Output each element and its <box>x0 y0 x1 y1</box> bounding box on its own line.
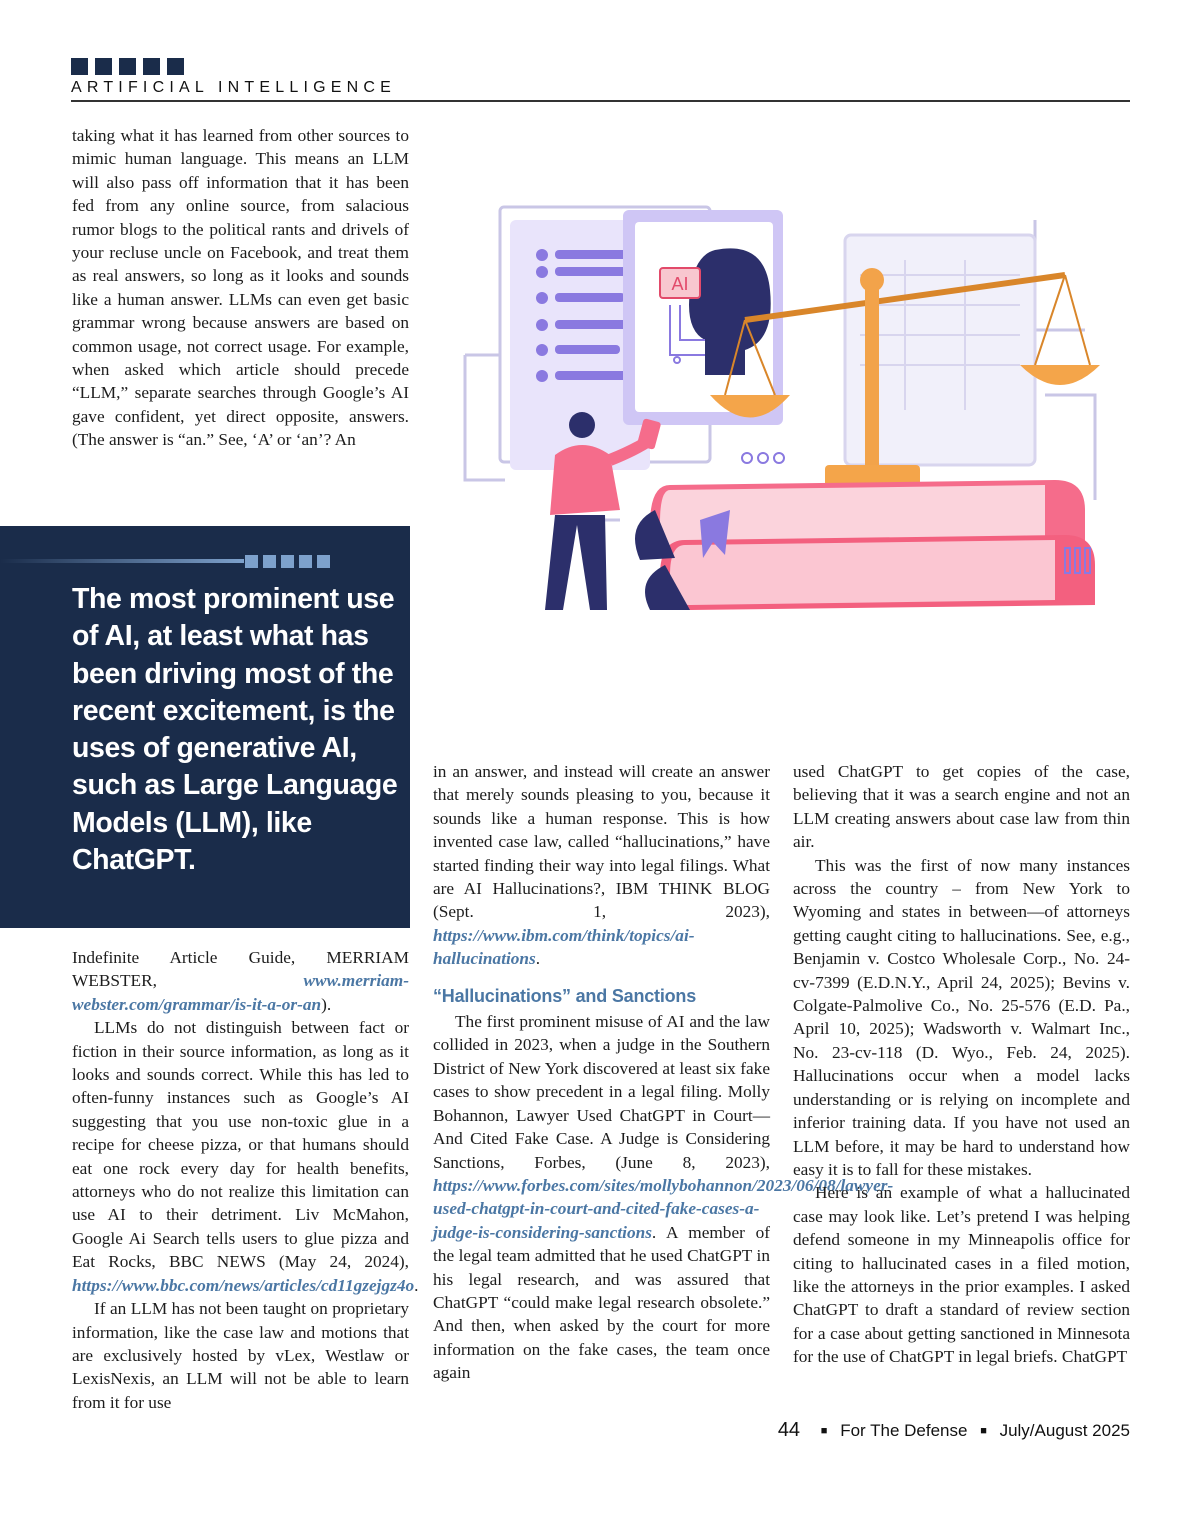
pull-quote-box <box>0 526 410 928</box>
pull-quote-text: The most prominent use of AI, at least what has been driving most of the recent excitement, is the uses of generative AI, such as Large Language Models (LLM), like ChatGPT. <box>72 583 398 877</box>
issue-date: July/August 2025 <box>999 1421 1130 1440</box>
column-3 <box>793 760 1130 1369</box>
paragraph: Here is an example of what a hallucinated case may look like. Let’s pretend I was helping defend someone in my Minneapolis office for citing to hallucinated cases in a filed motion, like the attorneys in the prior examples. I asked ChatGPT to draft a standard of review section for a case about getting sanctioned in Minnesota for the use of ChatGPT in legal briefs. ChatGPT <box>793 1183 1130 1367</box>
footer-separator: ■ <box>820 1425 828 1437</box>
paragraph <box>72 1016 419 1297</box>
paragraph: If an LLM has not been taught on proprietary information, like the case law and motions that are exclusively hosted by vLex, Westlaw or LexisNexis, an LLM will not be able to learn from it for use <box>72 1299 409 1412</box>
bbc-link[interactable]: https://www.bbc.com/news/articles/cd11gzejgz4o <box>72 1275 415 1295</box>
ai-justice-scales-illustration <box>445 180 1130 630</box>
section-marker-squares <box>71 58 184 75</box>
column-1-top <box>72 124 409 452</box>
footer-separator: ■ <box>980 1425 987 1437</box>
paragraph-text: . <box>535 949 541 969</box>
column-2 <box>433 760 894 1385</box>
forbes-link[interactable]: https://www.forbes.com/sites/mollybohannon/2023/06/08/lawyer-used-chatgpt-in-court-and-cited-fake-cases-a-judge-is-considering-sanctions <box>433 1175 894 1242</box>
paragraph-text: . A member of the legal team admitted that he used ChatGPT in his legal research, and was assured that ChatGPT “could make legal research obsolete.” And then, when asked by the court for more information on the fake cases, the team once again <box>433 1222 770 1383</box>
pull-quote-accent-bar <box>0 559 244 563</box>
publication-name: For The Defense <box>840 1421 968 1440</box>
page-footer <box>778 1419 1130 1442</box>
subheading: “Hallucinations” and Sanctions <box>433 985 697 1006</box>
paragraph: taking what it has learned from other sources to mimic human language. This means an LLM will also pass off information that it has been fed from any online source, from salacious rumor blogs to the political rants and drivels of your recluse uncle on Facebook, and treat them as real answers, so long as it looks and sounds like a human answer. LLMs can even get basic grammar wrong because answers are based on common usage, not correct usage. For example, when asked which article should precede “LLM,” separate searches through Google’s AI gave confident, yet direct opposite, answers. (The answer is “an.” See, ‘A’ or ‘an’? An <box>72 126 409 450</box>
paragraph <box>72 946 409 1016</box>
merriam-webster-link[interactable]: www.merriam-webster.com/grammar/is-it-a-or-an <box>72 971 409 1014</box>
pull-quote-squares <box>245 555 330 568</box>
header-rule <box>71 100 1130 102</box>
paragraph-text: LLMs do not distinguish between fact or fiction in their source information, as long as it looks and sounds correct. While this has led to often-funny instances such as Google’s AI suggesting that you use non-toxic glue in a recipe for cheese pizza, or that humans should eat one rock every day for health benefits, attorneys who do not realize this limitation can use AI to their detriment. Liv McMahon, Google Ai Search tells users to glue pizza and Eat Rocks, BBC NEWS (May 24, 2024), <box>72 1018 409 1272</box>
page-number: 44 <box>777 1419 801 1441</box>
paragraph: This was the first of now many instances across the country – from New York to Wyoming and states in between—of attorneys getting caught citing to hallucinations. See, e.g., Benjamin v. Costco Wholesale Corp., No. 24-cv-7399 (E.D.N.Y., April 24, 2025); Bevins v. Colgate-Palmolive Co., No. 25-576 (E.D. Pa., April 10, 2025); Wadsworth v. Walmart Inc., No. 23-cv-118 (D. Wyo., Feb. 24, 2025). Hallucinations occur when a model lacks understanding or is relying on incomplete and inferior training data. If you have not used an LLM before, it may be hard to understand how easy it is to fall for these mistakes. <box>793 855 1130 1179</box>
paragraph <box>433 760 770 971</box>
paragraph-text: ). <box>321 994 332 1014</box>
ibm-link[interactable]: https://www.ibm.com/think/topics/ai-hallucinations <box>433 925 695 969</box>
paragraph-text: . <box>414 1275 419 1295</box>
ai-badge-label: AI <box>671 274 689 294</box>
paragraph-text: Indefinite Article Guide, MERRIAM WEBSTER, <box>72 948 409 991</box>
column-1-bottom <box>72 946 419 1414</box>
paragraph-text: The first prominent misuse of AI and the law collided in 2023, when a judge in the Southern District of New York discovered at least six fake cases to show precedent in a legal filing. Molly Bohannon, Lawyer Used ChatGPT in Court—And Cited Fake Case. A Judge is Considering Sanctions, Forbes, (June 8, 2023), <box>433 1012 770 1172</box>
paragraph: used ChatGPT to get copies of the case, believing that it was a search engine and not an LLM creating answers about case law from thin air. <box>793 762 1130 852</box>
paragraph <box>433 1010 894 1385</box>
section-label: ARTIFICIAL INTELLIGENCE <box>71 79 396 96</box>
paragraph-text: in an answer, and instead will create an answer that merely sounds pleasing to you, because it sounds like a human response. This is how invented case law, called “hallucinations,” have started finding their way into legal filings. What are AI Hallucinations?, IBM THINK BLOG (Sept. 1, 2023), <box>433 762 770 922</box>
